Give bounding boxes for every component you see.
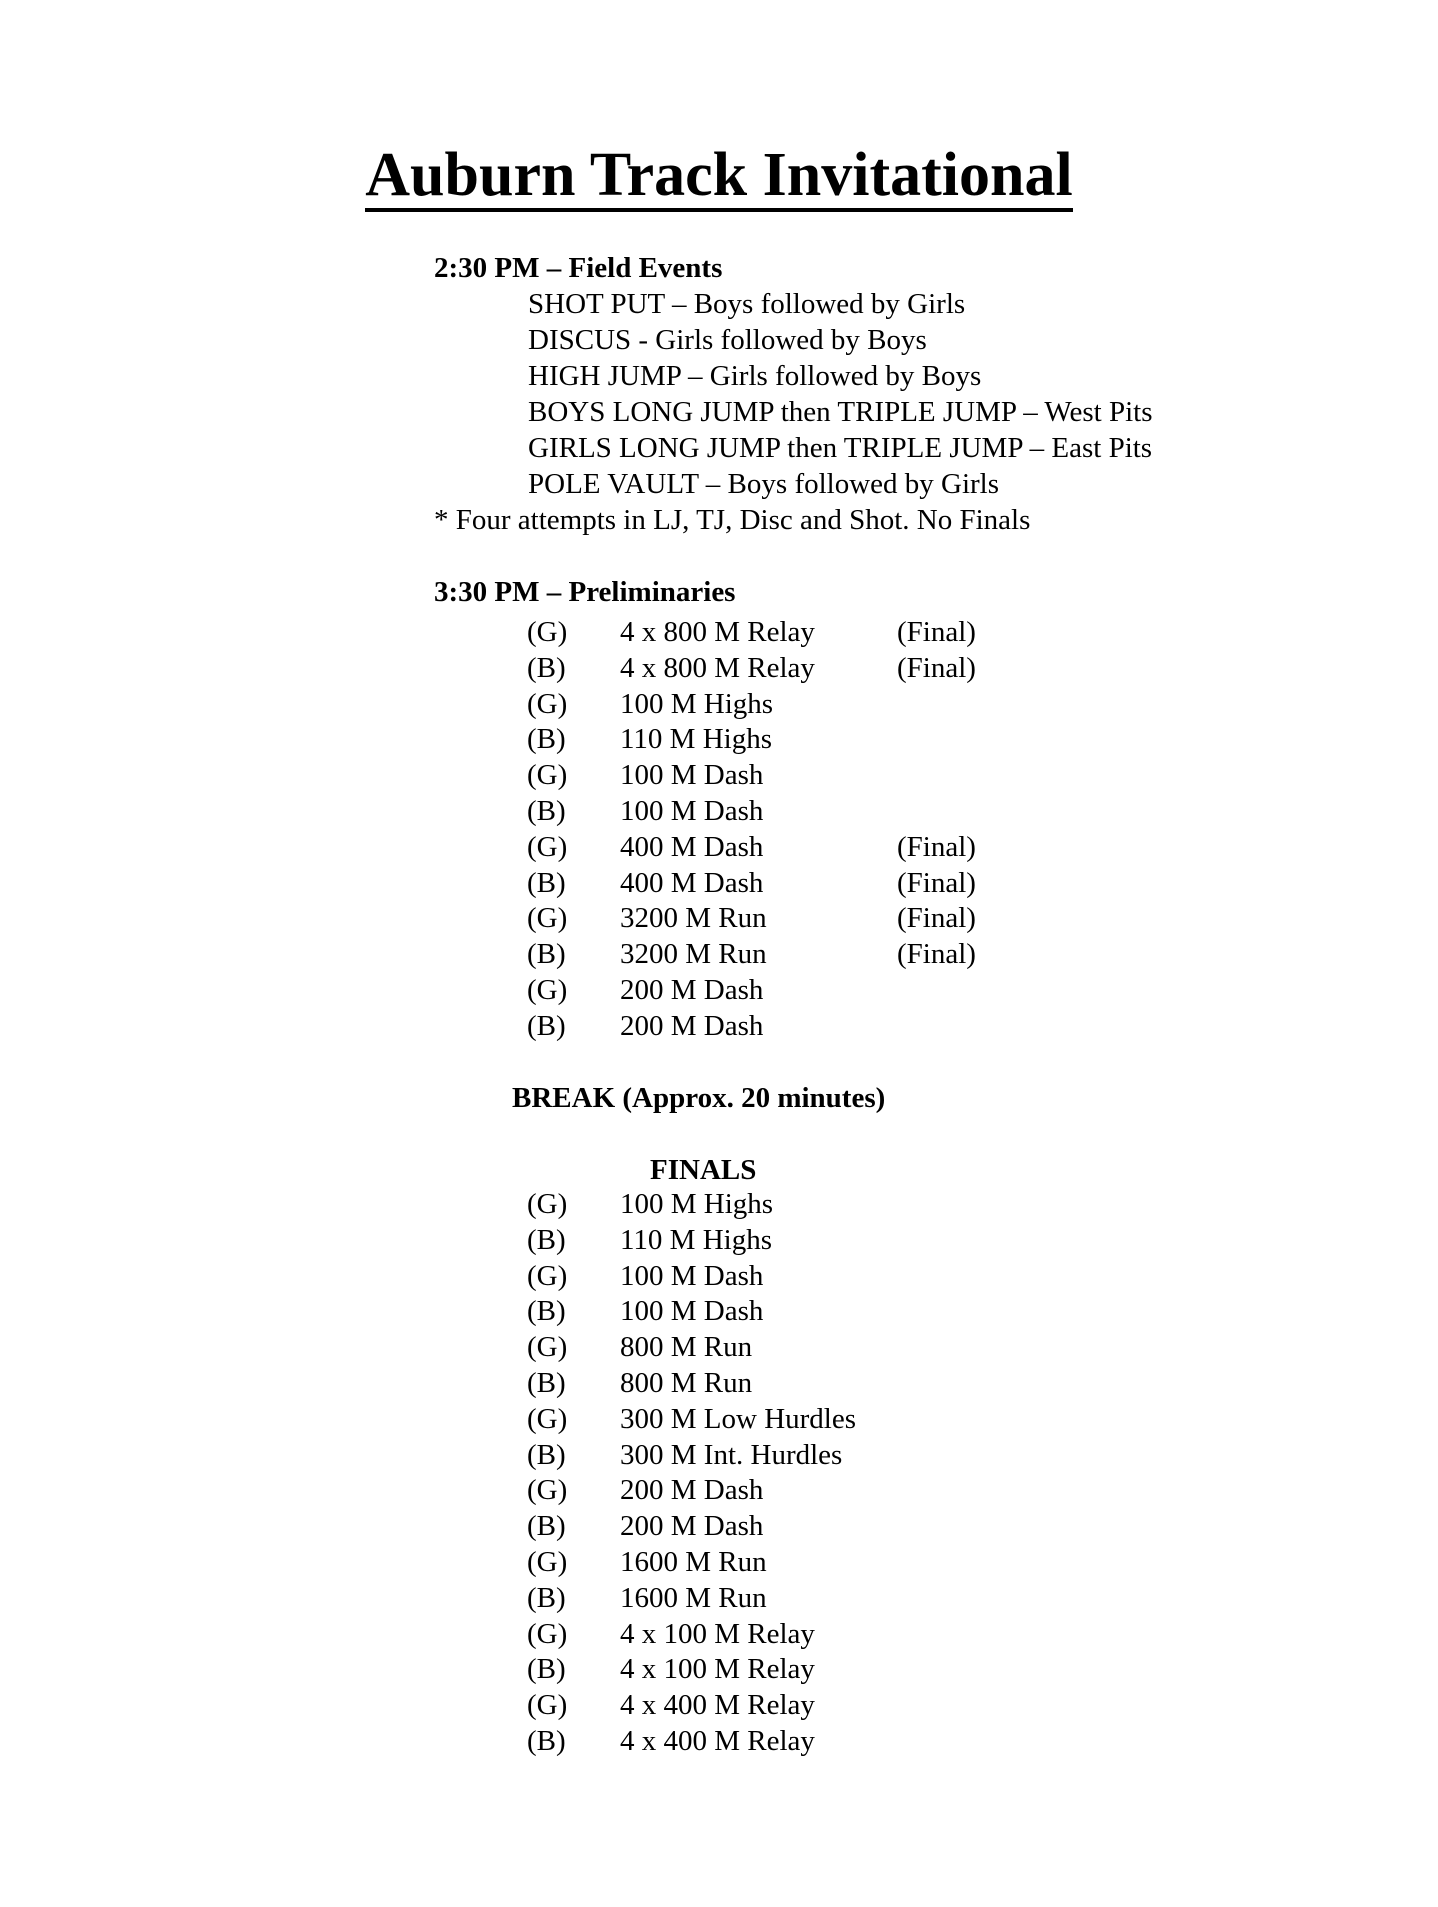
prelim-event: 3200 M Run (620, 902, 767, 934)
final-event: 4 x 100 M Relay (620, 1618, 815, 1650)
final-event: 300 M Int. Hurdles (620, 1439, 843, 1471)
prelim-final-tag: (Final) (897, 867, 976, 899)
prelim-event: 100 M Dash (620, 759, 764, 791)
final-event: 800 M Run (620, 1331, 753, 1363)
prelim-event: 4 x 800 M Relay (620, 652, 815, 684)
final-event: 4 x 400 M Relay (620, 1725, 815, 1757)
prelim-gender: (B) (527, 1010, 566, 1042)
finals-heading: FINALS (650, 1154, 757, 1186)
final-event: 1600 M Run (620, 1546, 767, 1578)
prelim-event: 100 M Highs (620, 688, 774, 720)
final-gender: (B) (527, 1653, 566, 1685)
final-gender: (B) (527, 1295, 566, 1327)
final-gender: (G) (527, 1474, 568, 1506)
prelim-gender: (G) (527, 759, 568, 791)
final-gender: (G) (527, 1188, 568, 1220)
prelim-gender: (B) (527, 867, 566, 899)
final-gender: (B) (527, 1367, 566, 1399)
final-event: 100 M Dash (620, 1295, 764, 1327)
field-event-item: DISCUS - Girls followed by Boys (528, 324, 927, 356)
prelim-gender: (B) (527, 938, 566, 970)
prelim-final-tag: (Final) (897, 652, 976, 684)
final-event: 100 M Highs (620, 1188, 774, 1220)
prelim-final-tag: (Final) (897, 831, 976, 863)
prelim-gender: (G) (527, 902, 568, 934)
prelim-gender: (G) (527, 616, 568, 648)
final-event: 200 M Dash (620, 1510, 764, 1542)
final-event: 1600 M Run (620, 1582, 767, 1614)
prelim-final-tag: (Final) (897, 616, 976, 648)
prelim-event: 100 M Dash (620, 795, 764, 827)
final-gender: (G) (527, 1403, 568, 1435)
final-gender: (B) (527, 1224, 566, 1256)
prelim-gender: (G) (527, 831, 568, 863)
final-event: 800 M Run (620, 1367, 753, 1399)
prelim-final-tag: (Final) (897, 902, 976, 934)
field-events-note: * Four attempts in LJ, TJ, Disc and Shot. No Finals (434, 504, 1031, 536)
final-gender: (G) (527, 1546, 568, 1578)
prelim-gender: (B) (527, 723, 566, 755)
final-gender: (B) (527, 1725, 566, 1757)
prelim-gender: (B) (527, 652, 566, 684)
prelim-event: 3200 M Run (620, 938, 767, 970)
prelim-final-tag: (Final) (897, 938, 976, 970)
field-event-item: HIGH JUMP – Girls followed by Boys (528, 360, 982, 392)
final-gender: (B) (527, 1510, 566, 1542)
prelim-event: 200 M Dash (620, 974, 764, 1006)
final-event: 4 x 400 M Relay (620, 1689, 815, 1721)
title-text: Auburn Track Invitational (365, 142, 1072, 212)
final-gender: (G) (527, 1689, 568, 1721)
prelim-gender: (B) (527, 795, 566, 827)
prelim-gender: (G) (527, 974, 568, 1006)
final-event: 100 M Dash (620, 1260, 764, 1292)
prelim-event: 400 M Dash (620, 831, 764, 863)
break-text: BREAK (Approx. 20 minutes) (512, 1082, 886, 1114)
prelim-event: 200 M Dash (620, 1010, 764, 1042)
field-event-item: POLE VAULT – Boys followed by Girls (528, 468, 1000, 500)
final-gender: (G) (527, 1331, 568, 1363)
final-gender: (G) (527, 1618, 568, 1650)
final-event: 300 M Low Hurdles (620, 1403, 857, 1435)
final-gender: (B) (527, 1582, 566, 1614)
prelim-event: 110 M Highs (620, 723, 772, 755)
field-event-item: SHOT PUT – Boys followed by Girls (528, 288, 966, 320)
prelim-gender: (G) (527, 688, 568, 720)
final-gender: (B) (527, 1439, 566, 1471)
field-event-item: BOYS LONG JUMP then TRIPLE JUMP – West Pits (528, 396, 1153, 428)
prelim-event: 4 x 800 M Relay (620, 616, 815, 648)
prelims-heading: 3:30 PM – Preliminaries (434, 576, 736, 608)
page-title (0, 140, 1438, 212)
final-gender: (G) (527, 1260, 568, 1292)
final-event: 200 M Dash (620, 1474, 764, 1506)
final-event: 110 M Highs (620, 1224, 772, 1256)
prelim-event: 400 M Dash (620, 867, 764, 899)
field-event-item: GIRLS LONG JUMP then TRIPLE JUMP – East Pits (528, 432, 1153, 464)
final-event: 4 x 100 M Relay (620, 1653, 815, 1685)
field-events-heading: 2:30 PM – Field Events (434, 252, 723, 284)
